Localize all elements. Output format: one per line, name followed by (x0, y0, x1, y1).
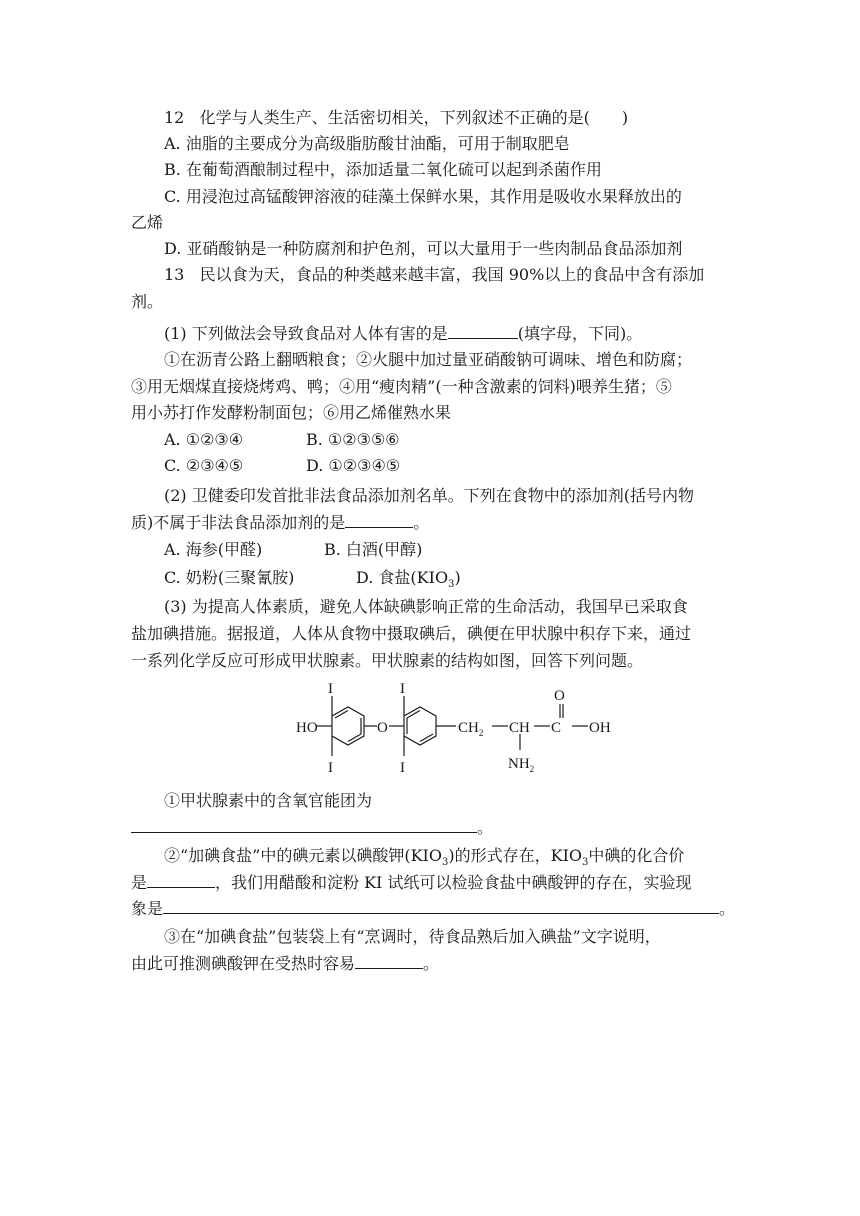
q13-number: 13 (164, 265, 185, 284)
q13-p3-s1-answer-line: 。 (131, 818, 731, 838)
q13-p3-s3-line1: ③在“加碘食盐”包装袋上有“烹调时，待食品熟后加入碘盐”文字说明， (164, 927, 661, 946)
q13-p1-option-d: D. ①②③④⑤ (306, 456, 401, 475)
q13-p2-option-c: C. 奶粉(三聚氰胺) (164, 568, 295, 587)
svg-text:HO: HO (296, 720, 318, 736)
q13-stem-line2: 剂。 (131, 292, 164, 311)
answer-blank[interactable] (163, 899, 719, 914)
q13-p1-items-line2: ③用无烟煤直接烧烤鸡、鸭；④用“瘦肉精”(一种含激素的饲料)喂养生猪；⑤ (131, 377, 672, 396)
q13-p1-options-row1 (164, 430, 764, 450)
svg-text:O: O (554, 688, 565, 704)
q13-p1-option-b: B. ①②③⑤⑥ (306, 430, 400, 449)
q12-number: 12 (164, 108, 185, 127)
answer-blank[interactable] (147, 873, 215, 888)
q12-option-d: D. 亚硝酸钠是一种防腐剂和护色剂，可以大量用于一些肉制品食品添加剂 (164, 239, 683, 258)
svg-text:CH: CH (509, 720, 530, 736)
svg-text:OH: OH (589, 720, 611, 736)
svg-text:I: I (400, 681, 405, 697)
q13-p3-line3: 一系列化学反应可形成甲状腺素。甲状腺素的结构如图，回答下列问题。 (131, 651, 644, 670)
answer-blank[interactable] (131, 818, 477, 833)
q13-stem-text: 民以食为天，食品的种类越来越丰富，我国 90%以上的食品中含有添加 (199, 265, 705, 284)
q12-option-c-line1: C. 用浸泡过高锰酸钾溶液的硅藻土保鲜水果，其作用是吸收水果释放出的 (164, 187, 682, 206)
q12-option-b: B. 在葡萄酒酿制过程中，添加适量二氧化硫可以起到杀菌作用 (164, 160, 602, 179)
answer-blank[interactable] (345, 513, 413, 528)
q13-p1-question: (1) 下列做法会导致食品对人体有害的是 (填字母，下同)。 (164, 324, 643, 343)
q13-p1-items-line1: ①在沥青公路上翻晒粮食；②火腿中加过量亚硝酸钠可调味、增色和防腐； (164, 350, 693, 369)
q13-p1-items-line3: 用小苏打作发酵粉制面包；⑥用乙烯催熟水果 (131, 403, 452, 422)
svg-text:CH2: $CH_2$ (458, 720, 484, 738)
svg-text:I: I (328, 681, 333, 697)
q12-option-a: A. 油脂的主要成分为高级脂肪酸甘油酯，可用于制取肥皂 (164, 134, 570, 153)
answer-blank[interactable] (448, 324, 518, 339)
thyroxine-structure (276, 676, 616, 786)
q12-stem-text: 化学与人类生产、生活密切相关，下列叙述不正确的是( ) (199, 108, 629, 127)
q13-p1-options-row2 (164, 456, 764, 476)
svg-text:I: I (400, 760, 405, 776)
q13-p2-option-b: B. 白酒(甲醇) (324, 540, 423, 559)
answer-blank[interactable] (355, 954, 423, 969)
q13-p3-s2-line1: ②“加碘食盐”中的碘元素以碘酸钾$(KIO_3)$的形式存在，$KIO_3$中碘的化合价 (164, 846, 685, 869)
q13-p3-s1: ①甲状腺素中的含氧官能团为 (164, 791, 373, 810)
q13-p3-s3-line2: 由此可推测碘酸钾在受热时容易 。 (131, 954, 440, 973)
q13-p1-option-a: A. ①②③④ (164, 430, 244, 449)
svg-text:C: C (551, 720, 562, 736)
q13-p2-options-row2 (164, 568, 764, 591)
q12-option-c-line2: 乙烯 (131, 213, 164, 232)
q13-p3-s2-line3: 象是 。 (131, 899, 736, 918)
q13-p3-line1: (3) 为提高人体素质，避免人体缺碘影响正常的生命活动，我国早已采取食 (164, 597, 688, 616)
q13-p2-option-a: A. 海参(甲醛) (164, 540, 263, 559)
q13-p3-s2-line2: 是 ，我们用醋酸和淀粉 KI 试纸可以检验食盐中碘酸钾的存在，实验现 (131, 873, 692, 892)
q13-p2-options-row1 (164, 540, 764, 560)
svg-text:O: O (377, 720, 388, 736)
q13-p2-line2: 质)不属于非法食品添加剂的是 。 (131, 513, 430, 532)
q13-p1-option-c: C. ②③④⑤ (164, 456, 244, 475)
q13-p3-line2: 盐加碘措施。据报道，人体从食物中摄取碘后，碘便在甲状腺中积存下来，通过 (131, 624, 692, 643)
q12-stem (164, 108, 764, 128)
q13-p2-line1: (2) 卫健委印发首批非法食品添加剂名单。下列在食物中的添加剂(括号内物 (164, 486, 694, 505)
svg-text:NH2: $NH_2$ (508, 756, 535, 774)
q13-p2-option-d: D. 食盐$(KIO_3)$ (356, 568, 461, 591)
svg-text:I: I (328, 760, 333, 776)
q13-stem-line1 (164, 265, 764, 285)
